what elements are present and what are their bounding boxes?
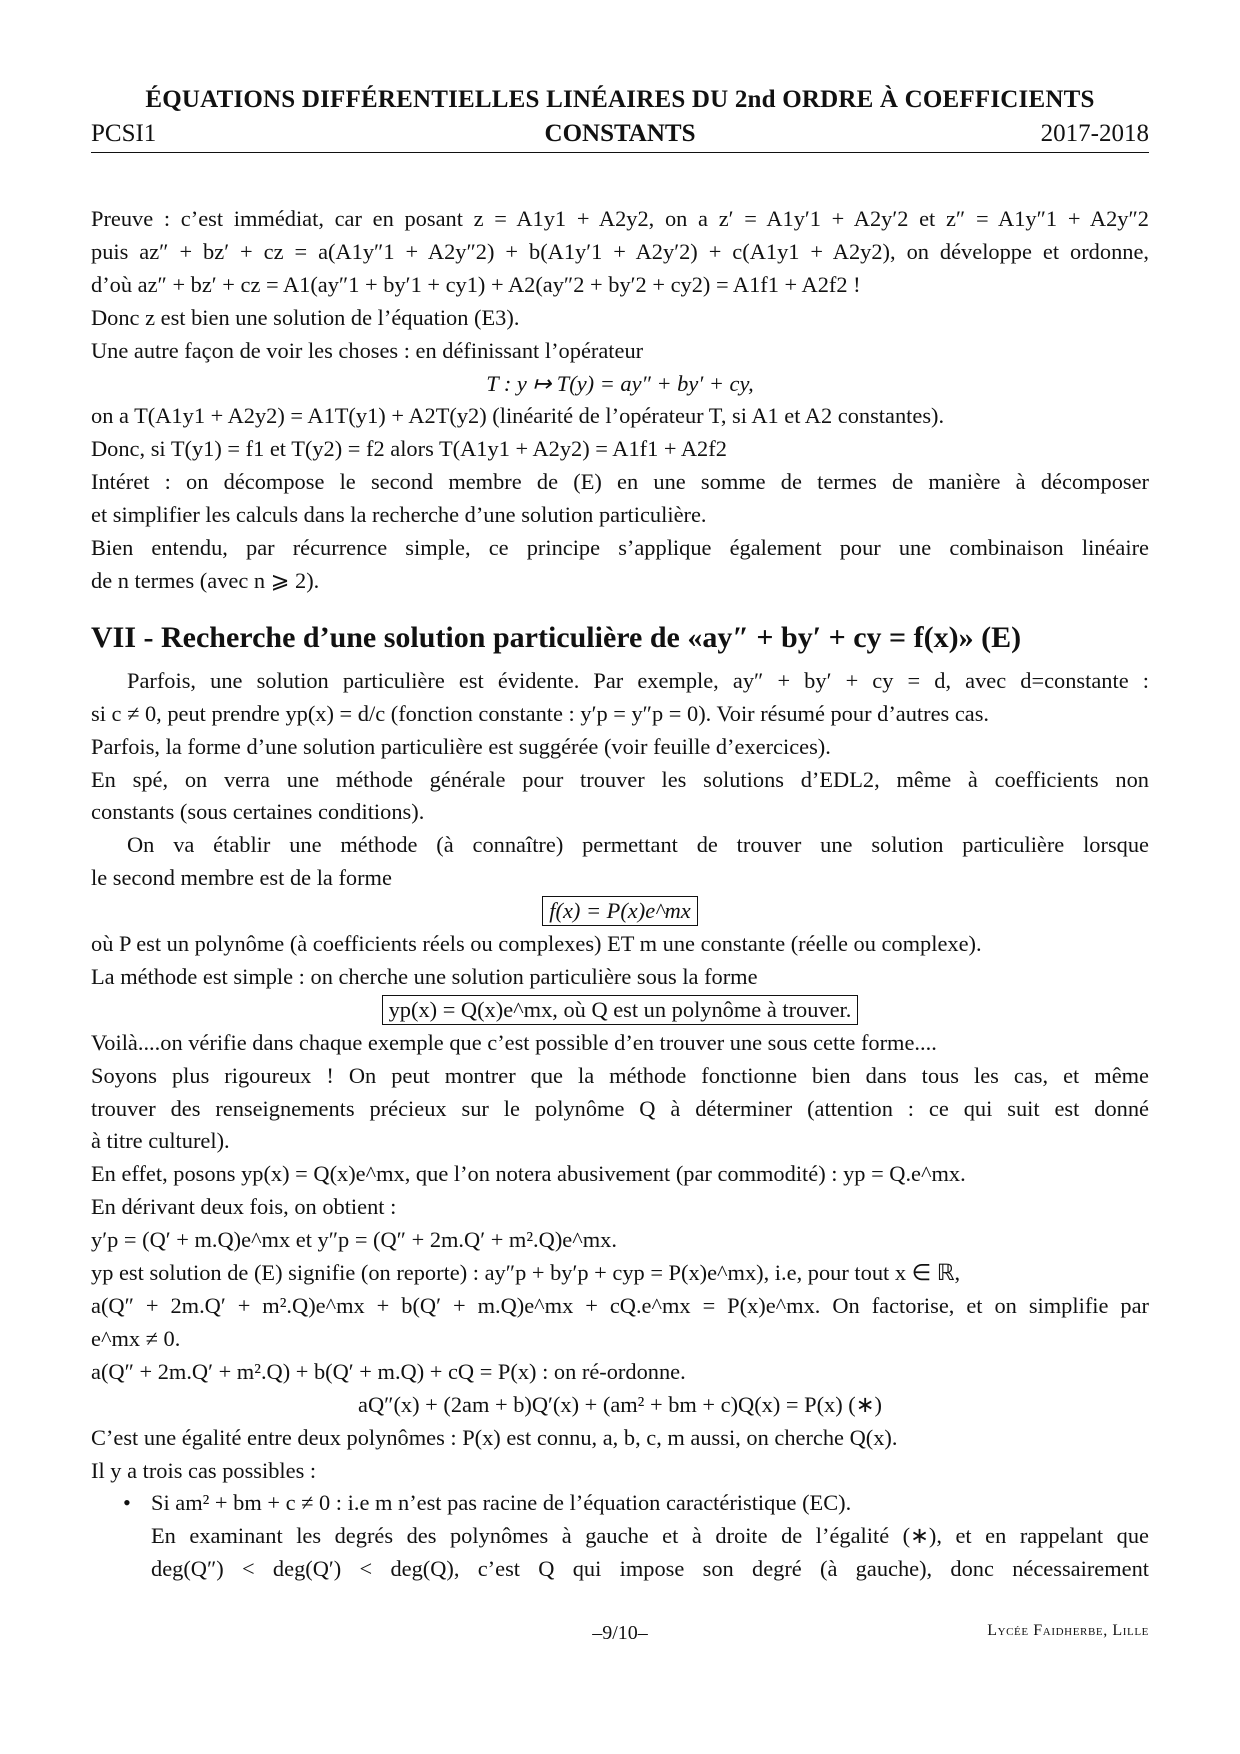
text-line: Bien entendu, par récurrence simple, ce principe s’applique également pour une combinaison linéaire	[91, 535, 1149, 561]
list-item	[91, 1487, 1149, 1586]
boxed-formula-row	[91, 895, 1149, 928]
text-line: et simplifier les calculs dans la recherche d’une solution particulière.	[91, 502, 707, 528]
text-line: En examinant les degrés des polynômes à gauche et à droite de l’égalité (∗), et en rappelant que	[151, 1523, 1149, 1549]
text-line: C’est une égalité entre deux polynômes : P(x) est connu, a, b, c, m aussi, on cherche Q(x).	[91, 1424, 898, 1450]
text-line: Parfois, la forme d’une solution particulière est suggérée (voir feuille d’exercices).	[91, 733, 831, 759]
text-line: deg(Q″) < deg(Q′) < deg(Q), c’est Q qui impose son degré (à gauche), donc nécessairement	[151, 1556, 1149, 1582]
document-body	[91, 203, 1149, 1586]
text-line: En effet, posons yp(x) = Q(x)e^mx, que l’on notera abusivement (par commodité) : yp = Q.e^mx.	[91, 1161, 966, 1187]
section-heading: VII - Recherche d’une solution particulière de «ay″ + by′ + cy = f(x)» (E)	[91, 620, 1022, 654]
operator-definition: T : y ↦ T(y) = ay″ + by′ + cy,	[486, 370, 754, 396]
boxed-formula-f: f(x) = P(x)e^mx	[542, 896, 697, 926]
header-year: 2017-2018	[1040, 120, 1149, 147]
text-line: Parfois, une solution particulière est évidente. Par exemple, ay″ + by′ + cy = d, avec d=constante :	[127, 667, 1149, 693]
boxed-formula-row	[91, 994, 1149, 1027]
text-line: à titre culturel).	[91, 1128, 230, 1154]
text-line: Soyons plus rigoureux ! On peut montrer que la méthode fonctionne bien dans tous les cas, et même	[91, 1062, 1149, 1088]
text-line: a(Q″ + 2m.Q′ + m².Q)e^mx + b(Q′ + m.Q)e^mx + cQ.e^mx = P(x)e^mx. On factorise, et on simplifie par	[91, 1293, 1149, 1318]
equation-star: aQ″(x) + (2am + b)Q′(x) + (am² + bm + c)Q(x) = P(x) (∗)	[358, 1391, 882, 1417]
boxed-formula-yp: yp(x) = Q(x)e^mx, où Q est un polynôme à trouver.	[382, 995, 859, 1025]
text-line: e^mx ≠ 0.	[91, 1325, 181, 1351]
text-line: Intéret : on décompose le second membre de (E) en une somme de termes de manière à décomposer	[91, 469, 1149, 495]
text-line: d’où az″ + bz′ + cz = A1(ay″1 + by′1 + cy1) + A2(ay″2 + by′2 + cy2) = A1f1 + A2f2 !	[91, 271, 861, 297]
header-class: PCSI1	[91, 120, 157, 147]
text-line: puis az″ + bz′ + cz = a(A1y″1 + A2y″2) + b(A1y′1 + A2y′2) + c(A1y1 + A2y2), on développe et ordonne,	[91, 238, 1149, 264]
text-line: a(Q″ + 2m.Q′ + m².Q) + b(Q′ + m.Q) + cQ = P(x) : on ré-ordonne.	[91, 1358, 686, 1384]
bullet-icon: •	[123, 1490, 131, 1516]
text-line: yp est solution de (E) signifie (on reporte) : ay″p + by′p + cyp = P(x)e^mx), i.e, pour tout x ∈ ℝ,	[91, 1260, 961, 1286]
text-line: si c ≠ 0, peut prendre yp(x) = d/c (fonction constante : y′p = y″p = 0). Voir résumé pour d’autres cas.	[91, 700, 990, 726]
text-line: Donc z est bien une solution de l’équation (E3).	[91, 304, 520, 330]
text-line: où P est un polynôme (à coefficients réels ou complexes) ET m une constante (réelle ou complexe).	[91, 931, 982, 957]
text-line: de n termes (avec n ⩾ 2).	[91, 567, 320, 593]
text-line: on a T(A1y1 + A2y2) = A1T(y1) + A2T(y2) (linéarité de l’opérateur T, si A1 et A2 constantes).	[91, 403, 945, 429]
text-line: On va établir une méthode (à connaître) permettant de trouver une solution particulière lorsque	[127, 832, 1149, 858]
text-line: En spé, on verra une méthode générale pour trouver les solutions d’EDL2, même à coefficients non	[91, 766, 1149, 792]
text-line: Preuve : c’est immédiat, car en posant z = A1y1 + A2y2, on a z′ = A1y′1 + A2y′2 et z″ = A1y″1 + A2y″2	[91, 206, 1149, 231]
text-line: Voilà....on vérifie dans chaque exemple que c’est possible d’en trouver une sous cette forme....	[91, 1029, 937, 1055]
header-row	[91, 120, 1149, 153]
text-line: Une autre façon de voir les choses : en définissant l’opérateur	[91, 337, 644, 363]
school-name: Lycée Faidherbe, Lille	[987, 1622, 1149, 1639]
header-title: ÉQUATIONS DIFFÉRENTIELLES LINÉAIRES DU 2nd ORDRE À COEFFICIENTS	[145, 86, 1095, 113]
text-line: y′p = (Q′ + m.Q)e^mx et y″p = (Q″ + 2m.Q′ + m².Q)e^mx.	[91, 1227, 617, 1253]
text-line: La méthode est simple : on cherche une solution particulière sous la forme	[91, 963, 758, 989]
text-line: En dérivant deux fois, on obtient :	[91, 1194, 397, 1220]
text-line: Donc, si T(y1) = f1 et T(y2) = f2 alors T(A1y1 + A2y2) = A1f1 + A2f2	[91, 436, 727, 462]
text-line: trouver des renseignements précieux sur le polynôme Q à déterminer (attention : ce qui suit est donné	[91, 1095, 1149, 1121]
text-line: constants (sous certaines conditions).	[91, 799, 425, 825]
text-line: Si am² + bm + c ≠ 0 : i.e m n’est pas racine de l’équation caractéristique (EC).	[151, 1490, 852, 1516]
header-subtitle: CONSTANTS	[544, 120, 696, 147]
page-number: –9/10–	[592, 1622, 648, 1644]
text-line: Il y a trois cas possibles :	[91, 1457, 317, 1483]
text-line: le second membre est de la forme	[91, 865, 392, 891]
